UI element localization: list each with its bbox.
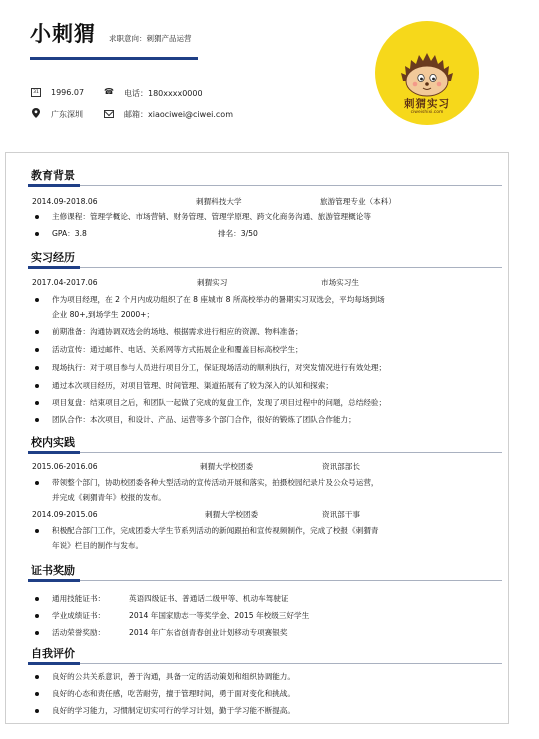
- section-accent-bar: [28, 579, 80, 582]
- name-underline: [30, 57, 198, 60]
- bullet: [35, 675, 39, 679]
- section-divider: [28, 267, 502, 268]
- campus-org: 刺猬大学校团委: [200, 462, 254, 471]
- bullet: [35, 232, 39, 236]
- award-value: 2014 年广东省创青春创业计划移动专项赛银奖: [129, 628, 288, 637]
- calendar-icon: 31: [31, 88, 41, 97]
- bullet: [35, 692, 39, 696]
- bullet: [35, 418, 39, 422]
- campus-role: 资讯部部长: [322, 462, 360, 471]
- edu-courses: 主修课程：管理学概论、市场营销、财务管理、管理学原理、跨文化商务沟通、旅游管理概论等: [52, 212, 371, 221]
- self-item: 良好的心态和责任感，吃苦耐劳，擅于管理时间，勇于面对变化和挑战。: [52, 689, 295, 698]
- intern-item: 作为项目经理，在 2 个月内成功组织了在 8 座城市 8 所高校举办的暑期实习双选会，平均每场到场: [52, 295, 385, 304]
- email: 邮箱：xiaociwei@ciwei.com: [124, 110, 233, 119]
- bullet: [35, 401, 39, 405]
- intern-role: 市场实习生: [321, 278, 359, 287]
- campus-date: 2014.09-2015.06: [32, 510, 98, 519]
- job-intent: 求职意向：刺猬产品运营: [109, 34, 192, 43]
- section-divider: [28, 185, 502, 186]
- section-title-education: 教育背景: [31, 169, 75, 182]
- edu-gpa: GPA：3.8: [52, 229, 87, 238]
- intern-item: 团队合作：本次项目，和设计、产品、运营等多个部门合作，很好的锻炼了团队合作能力；: [52, 415, 356, 424]
- intern-item: 通过本次项目经历，对项目管理、时间管理、渠道拓展有了较为深入的认知和探索；: [52, 381, 333, 390]
- award-value: 2014 年国家励志一等奖学金、2015 年校级三好学生: [129, 611, 310, 620]
- campus-date: 2015.06-2016.06: [32, 462, 98, 471]
- edu-school: 刺猬科技大学: [196, 197, 242, 206]
- section-title-internship: 实习经历: [31, 251, 75, 264]
- section-divider: [28, 580, 502, 581]
- award-label: 通用技能证书：: [52, 594, 106, 603]
- hedgehog-icon: [401, 53, 453, 96]
- mail-icon: [104, 110, 114, 118]
- intern-item: 活动宣传：通过邮件、电话、关系网等方式拓展企业和覆盖目标高校学生；: [52, 345, 303, 354]
- award-value: 英语四级证书、普通话二级甲等、机动车驾驶证: [129, 594, 289, 603]
- section-accent-bar: [28, 184, 80, 187]
- logo-subtext: ciweishixi.com: [410, 110, 444, 115]
- bullet: [35, 529, 39, 533]
- location-icon: [32, 108, 40, 121]
- campus-desc: 带领整个部门，协助校团委各种大型活动的宣传活动开展和落实，拍摄校园纪录片及公众号运营，: [52, 478, 379, 487]
- award-label: 学业成绩证书：: [52, 611, 106, 620]
- bullet: [35, 597, 39, 601]
- self-item: 良好的学习能力，习惯制定切实可行的学习计划，勤于学习能不断提高。: [52, 706, 295, 715]
- campus-desc-continued: 年说》栏目的制作与发布。: [52, 541, 144, 550]
- section-accent-bar: [28, 266, 80, 269]
- hedgehog-logo: [375, 21, 479, 125]
- edu-major: 旅游管理专业（本科）: [320, 197, 396, 206]
- section-title-campus: 校内实践: [31, 436, 75, 449]
- intern-item: 现场执行：对于项目参与人员进行项目分工，保证现场活动的顺利执行，对突发情况进行有效处理；: [52, 363, 387, 372]
- section-title-self-evaluation: 自我评价: [31, 647, 75, 660]
- bullet: [35, 298, 39, 302]
- intern-item: 前期准备：沟通协调双选会的场地、根据需求进行相应的资源、物料准备；: [52, 327, 303, 336]
- section-divider: [28, 452, 502, 453]
- phone-number: 电话：180xxxx0000: [124, 89, 203, 98]
- edu-rank: 排名：3/50: [218, 229, 258, 238]
- self-item: 良好的公共关系意识，善于沟通，具备一定的活动策划和组织协调能力。: [52, 672, 295, 681]
- intern-item-continued: 企业 80+,到场学生 2000+；: [52, 310, 155, 319]
- section-divider: [28, 663, 502, 664]
- location: 广东深圳: [51, 110, 83, 119]
- bullet: [35, 614, 39, 618]
- campus-desc-continued: 并完成《刺猬青年》校报的发布。: [52, 493, 166, 502]
- edu-date: 2014.09-2018.06: [32, 197, 98, 206]
- campus-desc: 积极配合部门工作，完成团委大学生节系列活动的新闻跟拍和宣传视频制作，完成了校报《刺猬青: [52, 526, 379, 535]
- campus-role: 资讯部干事: [322, 510, 360, 519]
- intern-company: 刺猬实习: [197, 278, 228, 287]
- candidate-name: 小刺猬: [30, 22, 96, 46]
- birth-date: 1996.07: [51, 88, 85, 97]
- bullet: [35, 631, 39, 635]
- bullet: [35, 330, 39, 334]
- bullet: [35, 384, 39, 388]
- section-title-awards: 证书奖励: [31, 564, 75, 577]
- intern-item: 项目复盘：结束项目之后，和团队一起做了完成的复盘工作，发现了项目过程中的问题，总结经验；: [52, 398, 387, 407]
- intern-date: 2017.04-2017.06: [32, 278, 98, 287]
- section-accent-bar: [28, 662, 80, 665]
- bullet: [35, 215, 39, 219]
- bullet: [35, 481, 39, 485]
- bullet: [35, 366, 39, 370]
- phone-icon: ☎: [104, 87, 114, 96]
- award-label: 活动荣誉奖励：: [52, 628, 106, 637]
- bullet: [35, 348, 39, 352]
- logo-text: 刺猬实习: [404, 98, 450, 110]
- campus-org: 刺猬大学校团委: [205, 510, 259, 519]
- section-accent-bar: [28, 451, 80, 454]
- bullet: [35, 709, 39, 713]
